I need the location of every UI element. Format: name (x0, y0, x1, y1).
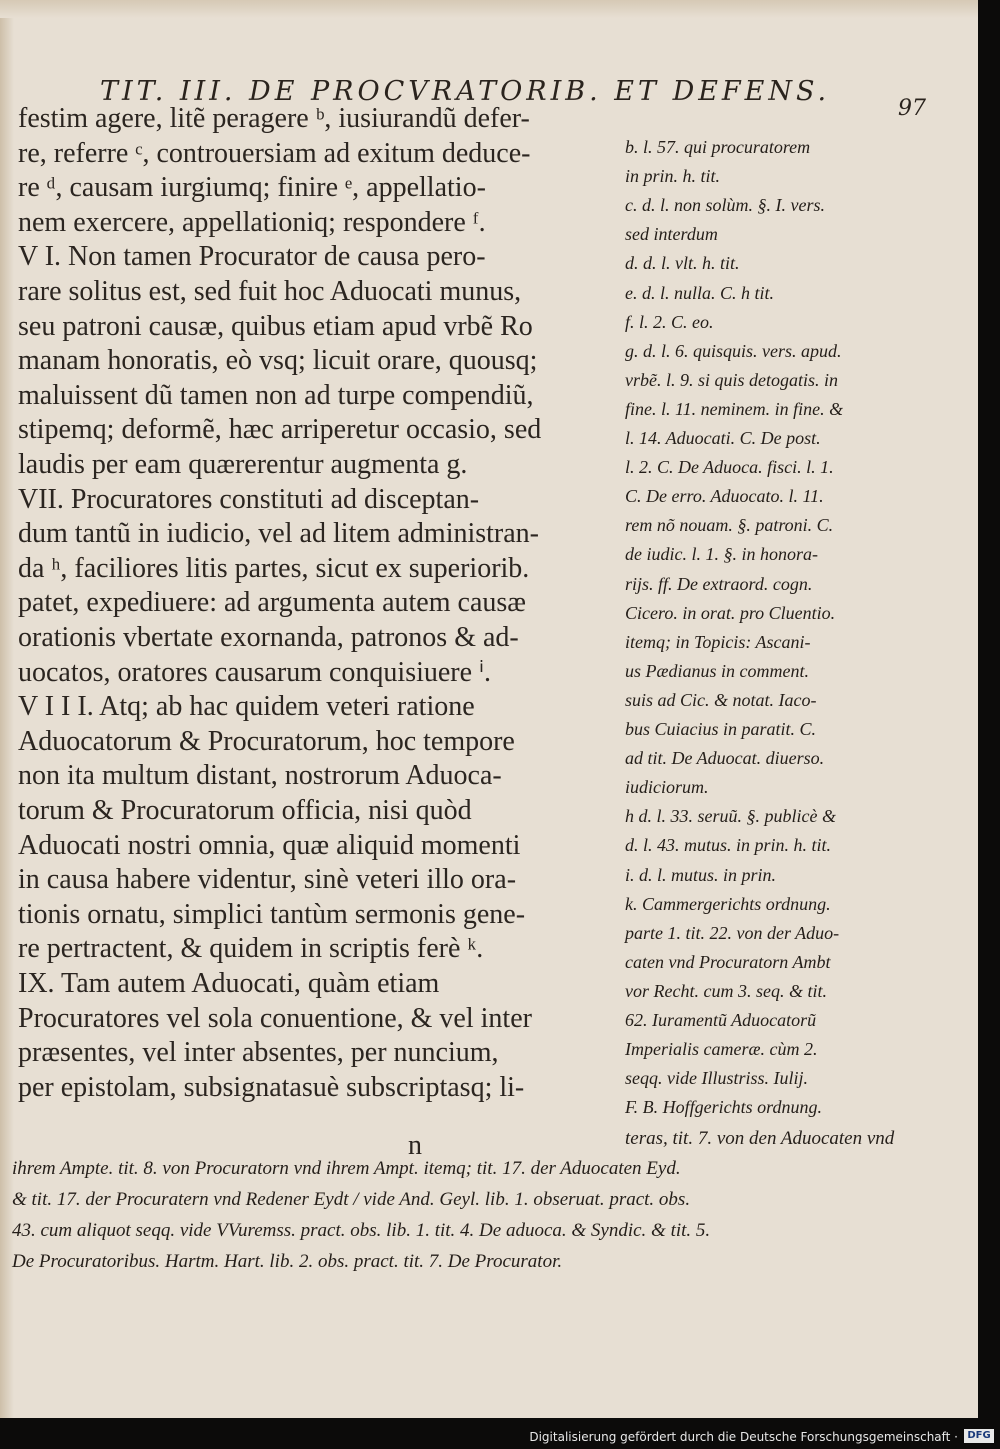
body-text-line: præsentes, vel inter absentes, per nuncium, (18, 1037, 499, 1069)
marginal-note-line: caten vnd Procuratorn Ambt (625, 951, 831, 972)
marginal-note-line: f. l. 2. C. eo. (625, 311, 714, 332)
body-text-line: torum & Procuratorum officia, nisi quòd (18, 795, 472, 826)
footnote-line: ihrem Ampte. tit. 8. von Procuratorn vnd ihrem Ampt. itemq; tit. 17. der Aduocaten Eyd. (12, 1158, 681, 1179)
body-text-line: Aduocatorum & Procuratorum, hoc tempore (18, 725, 515, 757)
body-text-line: per epistolam, subsignatasuè subscriptasq; li- (18, 1071, 525, 1103)
marginal-note-line: fine. l. 11. neminem. in fine. & (625, 398, 844, 419)
marginal-note-line: iudiciorum. (625, 777, 709, 798)
marginal-note-line: de iudic. l. 1. §. in honora- (625, 544, 818, 565)
body-text-line: re, referre ᶜ, controuersiam ad exitum deduce- (18, 137, 531, 169)
footnote-line: De Procuratoribus. Hartm. Hart. lib. 2. obs. pract. tit. 7. De Procurator. (12, 1251, 563, 1272)
body-text-line: Aduocati nostri omnia, quæ aliquid momenti (18, 829, 521, 861)
marginal-note-line: suis ad Cic. & notat. Iaco- (625, 689, 817, 710)
marginal-note-line: F. B. Hoffgerichts ordnung. (625, 1097, 822, 1118)
marginal-note-line: bus Cuiacius in paratit. C. (625, 719, 817, 739)
body-text-line: maluissent dũ tamen non ad turpe compendiũ, (18, 379, 534, 411)
marginal-note-line: d. l. 43. mutus. in prin. h. tit. (625, 835, 832, 856)
body-text-line: V I I I. Atq; ab hac quidem veteri ratione (18, 691, 475, 723)
footnote-line: 43. cum aliquot seqq. vide VVuremss. pract. obs. lib. 1. tit. 4. De aduoca. & Syndic. & tit. 5. (12, 1220, 711, 1241)
marginal-note-line: h d. l. 33. seruũ. §. publicè & (625, 806, 836, 827)
running-title: TIT. III. DE PROCVRATORIB. ET DEFENS. (100, 76, 831, 107)
body-text-line: orationis vbertate exornanda, patronos & ad- (18, 622, 519, 653)
body-text-line: da ʰ, faciliores litis partes, sicut ex superiorib. (18, 552, 530, 584)
body-text-line: in causa habere videntur, sinè veteri illo ora- (18, 864, 517, 896)
marginal-note-line: us Pædianus in comment. (625, 660, 809, 681)
body-text-line: VII. Procuratores constituti ad disceptan- (18, 483, 480, 515)
body-text-line: manam honoratis, eò vsq; licuit orare, quousq; (18, 345, 538, 377)
marginal-note-line: 62. Iuramentũ Aduocatorũ (625, 1010, 817, 1030)
marginal-note-line: e. d. l. nulla. C. h tit. (625, 282, 775, 303)
marginal-note-line: sed interdum (625, 224, 718, 245)
marginal-note-line: l. 14. Aduocati. C. De post. (625, 428, 821, 448)
marginal-note-line: Cicero. in orat. pro Cluentio. (625, 602, 836, 623)
body-text-line: uocatos, oratores causarum conquisiuere ⁱ. (18, 656, 492, 688)
marginal-note-line: C. De erro. Aduocato. l. 11. (625, 486, 824, 507)
body-text-line: re pertractent, & quidem in scriptis ferè ᵏ. (18, 933, 484, 965)
signature-mark: n (408, 1130, 422, 1161)
funding-credit: Digitalisierung gefördert durch die Deutsche Forschungsgemeinschaft · (529, 1430, 958, 1444)
page-number: 97 (898, 96, 926, 121)
marginal-note-line: in prin. h. tit. (625, 166, 721, 187)
marginal-note-line: ad tit. De Aduocat. diuerso. (625, 748, 825, 769)
page-edge-top (0, 0, 978, 18)
body-text-line: stipemq; deformẽ, hæc arriperetur occasio, sed (18, 414, 542, 446)
marginal-note-line: vrbẽ. l. 9. si quis detogatis. in (625, 369, 838, 390)
body-text-line: re ᵈ, causam iurgiumq; finire ᵉ, appellatio- (18, 172, 486, 204)
marginal-note-line: parte 1. tit. 22. von der Aduo- (625, 922, 840, 943)
body-text-line: Procuratores vel sola conuentione, & vel inter (18, 1002, 532, 1034)
body-text-line: IX. Tam autem Aduocati, quàm etiam (18, 968, 440, 999)
marginal-note-line: rem nõ nouam. §. patroni. C. (625, 515, 834, 536)
body-text-line: V I. Non tamen Procurator de causa pero- (18, 241, 486, 273)
body-text-line: patet, expediuere: ad argumenta autem causæ (18, 587, 526, 619)
note-continuation-line: teras, tit. 7. von den Aduocaten vnd (625, 1128, 895, 1149)
body-text-line: tionis ornatu, simplici tantùm sermonis gene- (18, 898, 526, 930)
marginal-note-line: rijs. ff. De extraord. cogn. (625, 573, 813, 594)
marginal-note-line: g. d. l. 6. quisquis. vers. apud. (625, 340, 842, 361)
body-text-line: rare solitus est, sed fuit hoc Aduocati munus, (18, 276, 522, 307)
body-text-line: non ita multum distant, nostrorum Aduoca- (18, 760, 502, 792)
marginal-note-line: vor Recht. cum 3. seq. & tit. (625, 980, 827, 1001)
body-text-line: festim agere, litẽ peragere ᵇ, iusiurandũ defer- (18, 103, 530, 134)
body-text-line: seu patroni causæ, quibus etiam apud vrbẽ Ro (18, 310, 533, 342)
footnote-line: & tit. 17. der Procuratern vnd Redener Eydt / vide And. Geyl. lib. 1. obseruat. pract. obs. (12, 1189, 691, 1210)
body-text-line: nem exercere, appellationiq; respondere ᶠ. (18, 206, 486, 238)
marginal-note-line: c. d. l. non solùm. §. I. vers. (625, 195, 825, 216)
marginal-note-line: d. d. l. vlt. h. tit. (625, 253, 740, 274)
marginal-note-line: Imperialis cameræ. cùm 2. (625, 1039, 818, 1060)
marginal-note-line: l. 2. C. De Aduoca. fisci. l. 1. (625, 457, 834, 478)
body-text-line: dum tantũ in iudicio, vel ad litem administran- (18, 518, 540, 550)
marginal-note-line: k. Cammergerichts ordnung. (625, 893, 831, 914)
marginal-note-line: b. l. 57. qui procuratorem (625, 137, 811, 157)
body-text-line: laudis per eam quærerentur augmenta g. (18, 449, 468, 480)
marginal-note-line: seqq. vide Illustriss. Iulij. (625, 1068, 808, 1089)
marginal-note-line: itemq; in Topicis: Ascani- (625, 631, 811, 652)
dfg-logo: DFG (964, 1429, 994, 1443)
marginal-note-line: i. d. l. mutus. in prin. (625, 864, 777, 885)
